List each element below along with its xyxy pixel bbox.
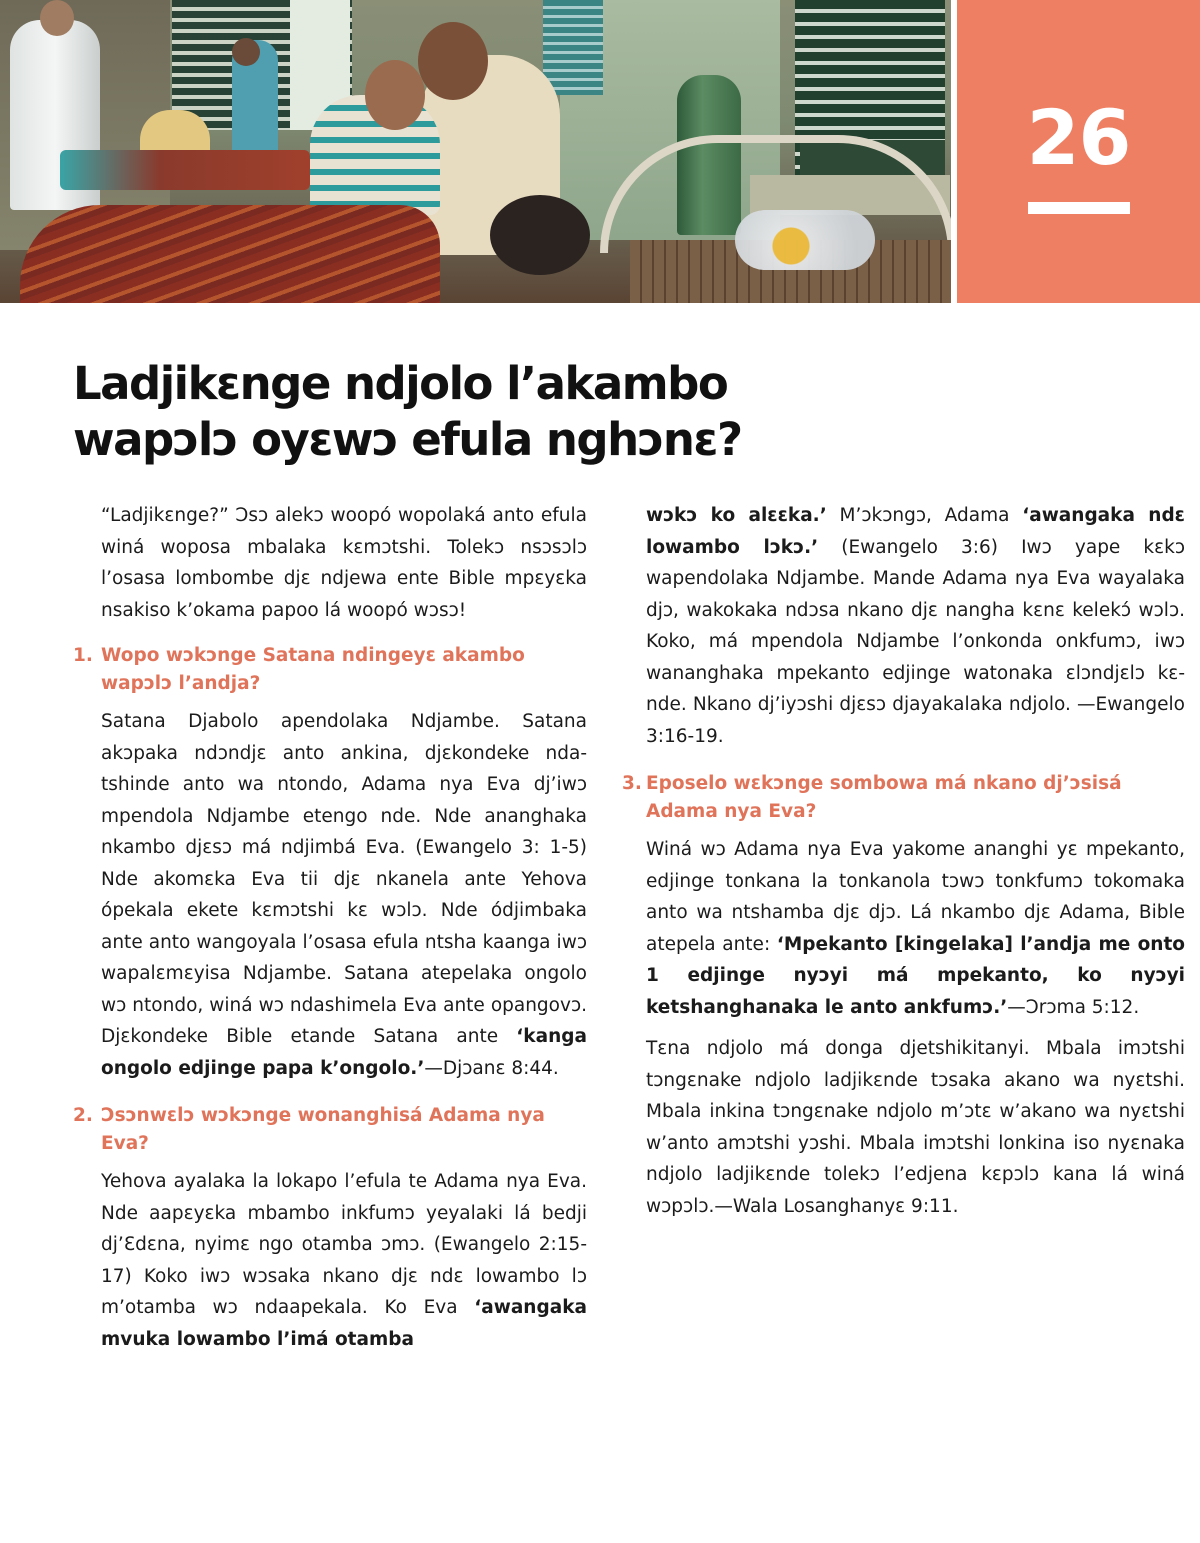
answer-3-paragraph-1 [646,834,1185,1023]
answer-1-paragraph [101,706,587,1084]
scripture-quote: ‘Mpekanto [kingelaka] l’andja me onto 1 edjinge nyɔyi má mpekanto, ko nyɔyi ketshanghanaka le anto ankfumɔ.’ [646,933,1186,1018]
question-2-heading [73,1102,587,1158]
right-column [622,500,1185,1232]
question-1-heading [73,642,587,698]
scripture-quote: ‘awangaka ndɛ lowambo lɔkɔ.’ [646,505,1185,558]
question-3-heading [622,770,1185,826]
scripture-reference: —Ɔrɔma 5:12. [1007,996,1140,1018]
lesson-number-box [957,0,1200,303]
photo-mother-head [365,60,425,130]
photo-blue-shutter [543,0,603,95]
photo-back-bed [60,150,310,190]
photo-blanket [20,205,440,303]
answer-text: M’ɔkɔngɔ, Adama [826,505,1023,526]
title-line-1: Ladjikɛnge ndjolo l’akambo [73,357,728,410]
answer-2-paragraph-part-2 [646,500,1185,752]
intro-paragraph: “Ladjikɛnge?” Ɔsɔ alekɔ woopó wopolaká anto efula winá woposa mbalaka kɛmɔtshi. Tolekɔ nsɔsɔlɔ l’osasa lombombe djɛ ndjewa ente Bible mpɛyɛka nsakiso k’okama papoo lá woopó wɔsɔ! [101,505,587,621]
lesson-number: 26 [1026,93,1131,182]
answer-text: (Ewangelo 3:6) Iwɔ yape kɛkɔ wapendolaka Ndjambe. Mande Adama nya Eva wayalaka djɔ, wakokaka ndɔsa nkano djɛ nangha kɛnɛ kelekɔ́ wɔlɔ. Koko, má mpendola Ndjambe l’onkonda onkfumɔ, iwɔ wananghaka mpekanto edjinge watonaka ɛlɔndjɛlɔ kɛnde. Nkano dj’iyɔshi djɛsɔ djayakalaka ndjolo. —Ewangelo 3:16-19. [646,536,1185,747]
question-number: 2. [73,1105,93,1126]
answer-text: Yehova ayalaka la lokapo l’efula te Adama nya Eva. Nde aapɛyɛka mbambo inkfumɔ yeyalaki lá bedji dj’Ɛdɛna, nyimɛ ngo otamba ɔmɔ. (Ewangelo 2:15-17) Koko iwɔ wɔsaka nkano djɛ ndɛ lowambo lɔ m’otamba wɔ ndaapekala. Ko Eva [101,1171,587,1318]
hero-photo [0,0,951,303]
question-number: 1. [73,645,93,666]
page-title [73,356,833,468]
question-text: Ɔsɔnwɛlɔ wɔkɔnge wonanghisá Adama nya Eva? [101,1105,545,1154]
answer-text: Winá wɔ Adama nya Eva yakome ananghi yɛ mpekanto, edjinge tonkana la tonkanola tɔwɔ tonkfumɔ tokomaka anto wa ntshamba djɛ djɔ. Lá nkambo djɛ Adama, Bible atepela ante: [646,839,1185,955]
photo-nurse-head [232,38,260,66]
question-number: 3. [622,773,642,794]
scripture-quote: ‘awangaka mvuka lowambo l’imá otamba [101,1297,587,1350]
answer-2-paragraph-part-1 [101,1166,587,1355]
scripture-quote-continued: wɔkɔ ko alɛɛka.’ [646,505,827,526]
answer-3-paragraph-2: Tɛna ndjolo má donga djetshikitanyi. Mbala imɔtshi tɔngɛnake ndjolo ladjikɛnde tɔsaka akano wa nyɛtshi. Mbala inkina tɔngɛnake ndjolo m’ɔtɛ w’akano wa nyɛtshi w’anto amɔtshi yɔshi. Mbala imɔtshi lonkina iso nyɛnaka ndjolo ladjikɛnde tolekɔ l’edjena kɛpɔlɔ kana lá winá wɔpɔlɔ.—Wala Losanghanyɛ 9:11. [646,1038,1185,1217]
scripture-reference: —Djɔanɛ 8:44. [424,1057,559,1079]
photo-father-head [418,22,488,100]
question-text: Wopo wɔkɔnge Satana ndingeyɛ akambo wapɔlɔ l’andja? [101,645,525,694]
lesson-number-underline [1028,202,1130,214]
photo-boy [490,195,590,275]
answer-text: Satana Djabolo apendolaka Ndjambe. Satana akɔpaka ndɔndjɛ anto ankina, djɛkondeke ndatshinde anto wa ntondo, Adama nya Eva dj’iwɔ mpendola Ndjambe etengo nde. Nde ananghaka nkambo djɛsɔ má ndjimbá Eva. (Ewangelo 3: 1-5) Nde akomɛka Eva tii djɛ nkanela ante Yehova ópekala ekete kɛmɔtshi kɛ wɔlɔ. Nde ódjimbaka ante anto wangoyala l’osasa efula ntsha kaanga iwɔ wapalɛmɛyisa Ndjambe. Satana atepelaka ongolo wɔ ntondo, winá wɔ ndashimela Eva ante opangovɔ. Djɛkondeke Bible etande Satana ante [101,711,587,1047]
scripture-quote: ‘kanga ongolo edjinge papa k’ongolo.’ [101,1026,587,1079]
title-line-2: wapɔlɔ oyɛwɔ efula nghɔnɛ? [73,413,742,466]
photo-plastic-bag [735,210,875,270]
photo-doctor-head [40,0,74,36]
question-text: Eposelo wɛkɔnge sombowa má nkano dj’ɔsisá Adama nya Eva? [646,773,1122,822]
left-column [73,500,587,1365]
